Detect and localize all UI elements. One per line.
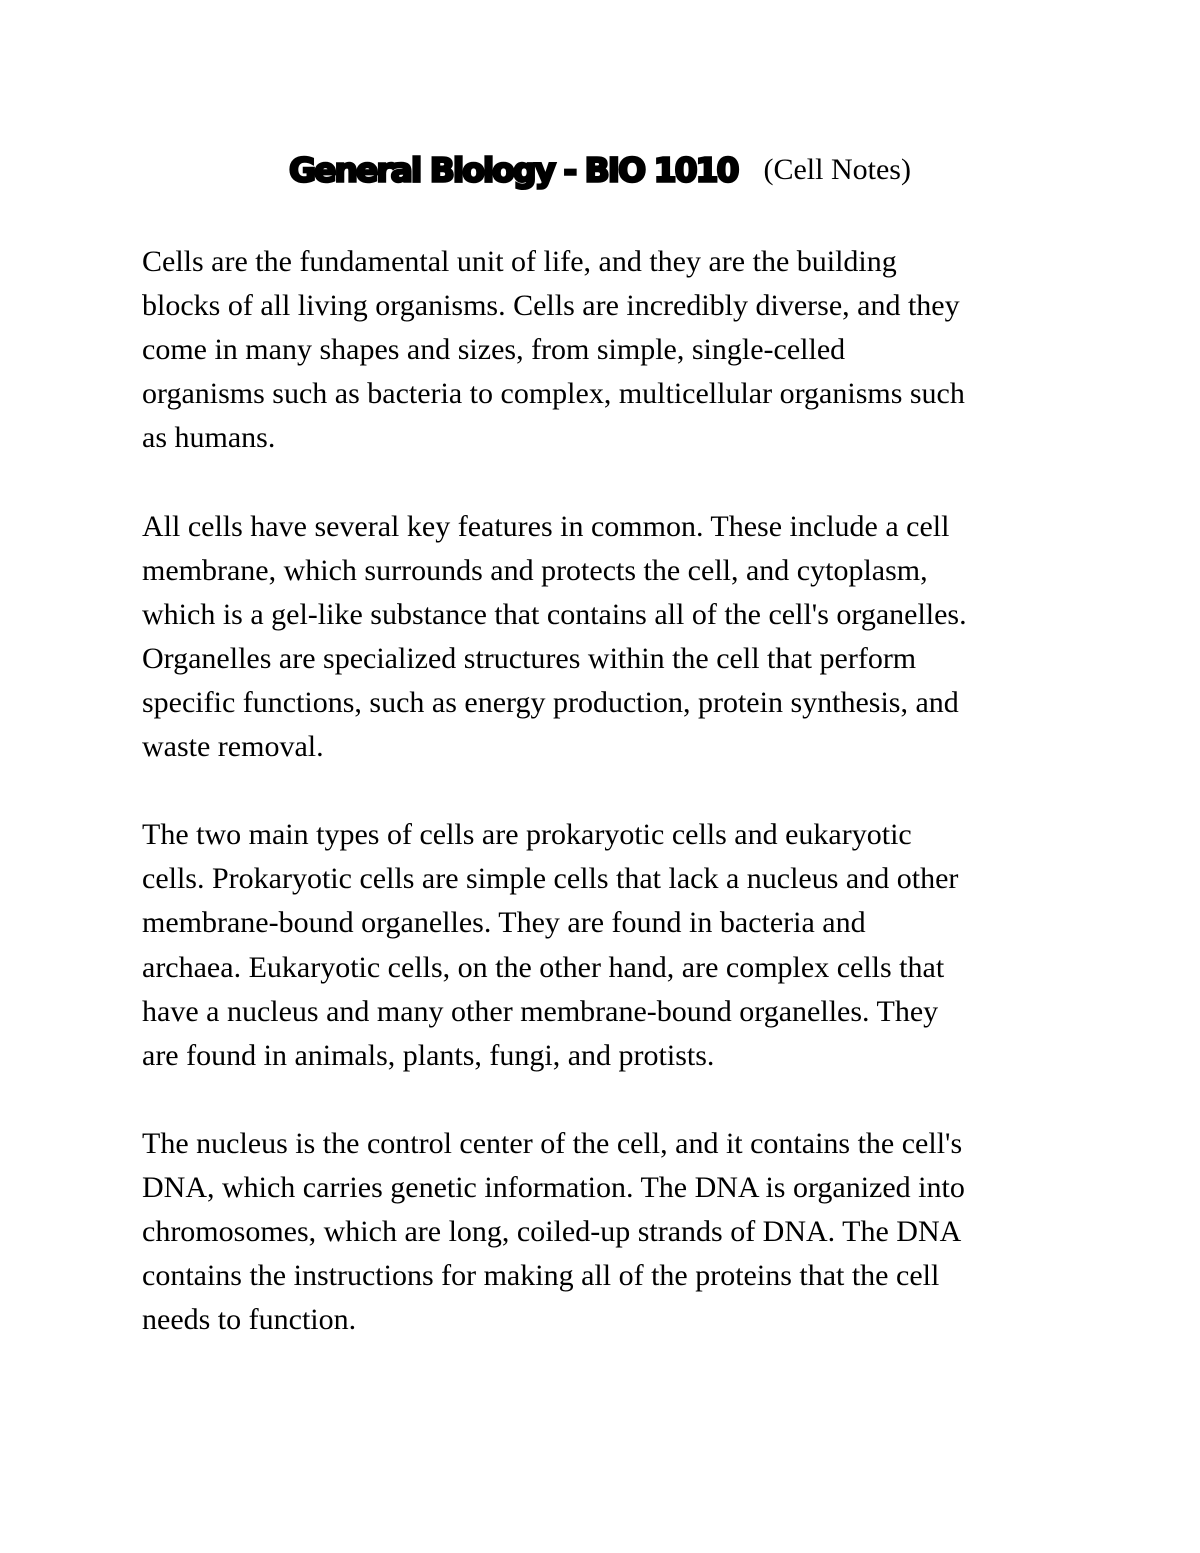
paragraph-3 <box>142 813 1072 1078</box>
paragraph-1 <box>142 240 1072 460</box>
text-line: have a nucleus and many other membrane-bound organelles. They <box>142 994 939 1028</box>
text-line: which is a gel-like substance that contains all of the cell's organelles. <box>142 597 967 631</box>
text-line: specific functions, such as energy production, protein synthesis, and <box>142 685 959 719</box>
text-line: membrane, which surrounds and protects the cell, and cytoplasm, <box>142 553 928 587</box>
text-line: are found in animals, plants, fungi, and protists. <box>142 1038 715 1072</box>
document-subtitle: (Cell Notes) <box>763 153 911 187</box>
text-line: waste removal. <box>142 730 324 764</box>
document-body <box>142 240 1072 1386</box>
text-line: chromosomes, which are long, coiled-up strands of DNA. The DNA <box>142 1215 962 1249</box>
text-line: blocks of all living organisms. Cells are incredibly diverse, and they <box>142 289 960 323</box>
text-line: Cells are the fundamental unit of life, and they are the building <box>142 245 897 278</box>
text-line: cells. Prokaryotic cells are simple cells that lack a nucleus and other <box>142 862 959 896</box>
text-line: organisms such as bacteria to complex, multicellular organisms such <box>142 377 965 411</box>
text-line: All cells have several key features in common. These include a cell <box>142 509 950 543</box>
text-line: as humans. <box>142 421 276 455</box>
text-line: archaea. Eukaryotic cells, on the other hand, are complex cells that <box>142 950 945 984</box>
paragraph-4 <box>142 1122 1072 1342</box>
text-line: contains the instructions for making all of the proteins that the cell <box>142 1259 940 1293</box>
text-line: The nucleus is the control center of the cell, and it contains the cell's <box>142 1126 963 1160</box>
text-line: The two main types of cells are prokaryotic cells and eukaryotic <box>142 818 912 852</box>
title-row <box>0 146 1200 194</box>
text-line: Organelles are specialized structures within the cell that perform <box>142 641 917 675</box>
text-line: needs to function. <box>142 1303 357 1337</box>
text-line: DNA, which carries genetic information. The DNA is organized into <box>142 1170 965 1204</box>
text-line: membrane-bound organelles. They are found in bacteria and <box>142 906 866 940</box>
document-title: General Biology - BIO 1010 <box>289 150 738 190</box>
text-line: come in many shapes and sizes, from simple, single-celled <box>142 333 846 367</box>
paragraph-2 <box>142 505 1072 770</box>
